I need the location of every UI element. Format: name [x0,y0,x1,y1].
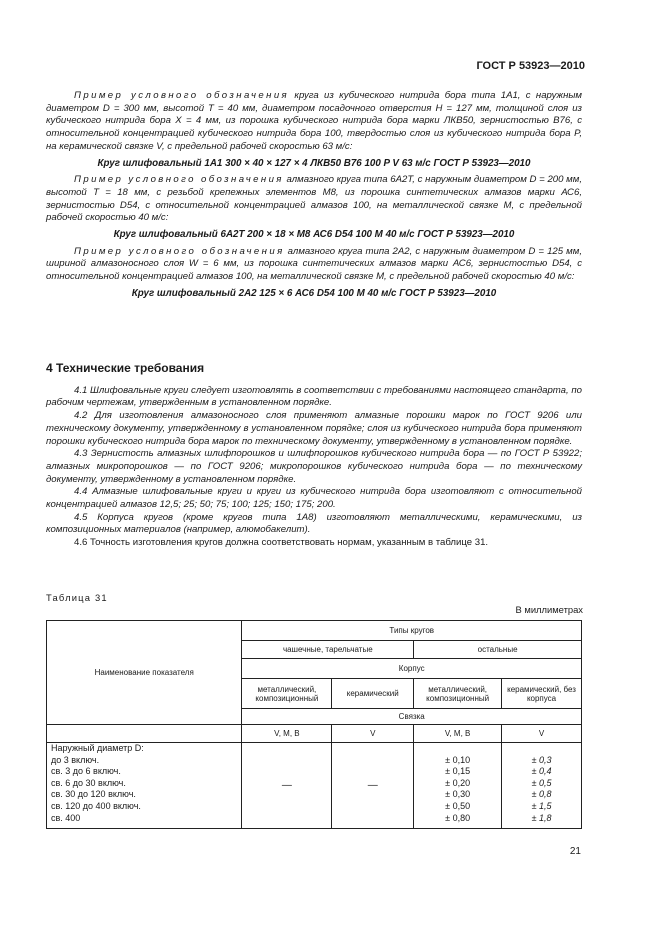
section-paragraph: 4.6 Точность изготовления кругов должна соответствовать нормам, указанным в таблице 31. [74,537,489,549]
section-paragraph: 4.5 Корпуса кругов (кроме кругов типа 1А8) изготовляют металлическими, керамическими, из композиционных материалов (например, алюмобакелит). [46,511,582,536]
example-designation: Круг шлифовальный 1А1 300 × 40 × 127 × 4 ЛКВ50 B76 100 P V 63 м/с ГОСТ Р 53923—2010 [97,157,531,169]
section-paragraph: 4.3 Зернистость алмазных шлифпорошков и шлифпорошков кубического нитрида бора — по ГОСТ Р 53922; алмазных микропорошков — по ГОСТ 9206; микропорошков кубического нитрида бора — по техническому документу, утвержденному в установленном порядке. [46,448,582,485]
bond-col: V [502,725,582,743]
group-a-header: чашечные, тарельчатые [242,641,414,659]
section-4 [46,362,582,550]
bond-col: V [332,725,414,743]
group-b-header: остальные [414,641,582,659]
bond-col: V, M, B [414,725,502,743]
examples-block [46,90,582,305]
table-cell: — [332,743,414,829]
table-unit: В миллиметрах [515,604,583,615]
table-caption: Таблица 31 [46,592,108,603]
param-header: Наименование показателя [47,621,242,725]
page-number: 21 [569,846,581,857]
table-cell: ± 0,10 ± 0,15 ± 0,20 ± 0,30 ± 0,50 ± 0,80 [414,743,502,829]
body-col: металлический, композиционный [242,679,332,709]
body-col: керамический [332,679,414,709]
table-cell: ± 0,3 ± 0,4 ± 0,5 ± 0,8 ± 1,5 ± 1,8 [502,743,582,829]
section-paragraph: 4.2 Для изготовления алмазоносного слоя применяют алмазные порошки марок по ГОСТ 9206 или техническому документу, утвержденному в установленном порядке; слоя из кубического нитрида бора применяют порошки кубического нитрида бора марок по техническому документу, утвержденному в установленном порядке. [46,410,582,447]
example-paragraph: Пример условного обозначения алмазного круга типа 2А2, с наружным диаметром D = 125 мм, шириной алмазоносного слоя W = 6 мм, из порошка синтетических алмазов марки АС6, зернистостью D54, с относительной концентрацией алмазов 100, на металлической связке М, с предельной рабочей скоростью 40 м/с: [46,245,582,283]
example-paragraph: Пример условного обозначения алмазного круга типа 6А2T, с наружным диаметром D = 200 мм, высотой T = 18 мм, с резьбой крепежных элементов М8, из порошка синтетических алмазов марки АС6, зернистостью D54, с относительной концентрацией алмазов 100, на металлической связке М, с предельной рабочей скоростью 40 м/с: [46,174,582,224]
section-title: 4 Технические требования [46,361,205,375]
example-paragraph: Пример условного обозначения круга из кубического нитрида бора типа 1А1, с наружным диаметром D = 300 мм, высотой T = 40 мм, диаметром посадочного отверстия H = 127 мм, толщиной слоя из кубического нитрида бора X = 4 мм, из порошка кубического нитрида бора марки ЛКВ50, зернистостью B76, с относительной концентрацией кубического нитрида бора 100, твердостью слоя из кубического нитрида бора P, на керамической связке V, с предельной рабочей скоростью 63 м/с: [46,90,582,152]
example-designation: Круг шлифовальный 2А2 125 × 6 АС6 D54 100 М 40 м/с ГОСТ Р 53923—2010 [131,287,497,299]
section-paragraph: 4.1 Шлифовальные круги следует изготовлять в соответствии с требованиями настоящего стандарта, по рабочим чертежам, утвержденным в установленном порядке. [46,384,582,409]
doc-header-code: ГОСТ Р 53923—2010 [476,60,585,72]
types-header: Типы кругов [242,621,582,641]
table-cell: — [242,743,332,829]
body-header: Корпус [242,659,582,679]
table-31 [46,620,582,829]
bond-header: Связка [242,709,582,725]
example-designation: Круг шлифовальный 6А2Т 200 × 18 × М8 АС6 D54 100 М 40 м/с ГОСТ Р 53923—2010 [113,229,515,241]
body-col: металлический, композиционный [414,679,502,709]
bond-spacer [47,725,242,743]
section-paragraph: 4.4 Алмазные шлифовальные круги и круги из кубического нитрида бора изготовляют с относительной концентрацией алмазов 12,5; 25; 50; 75; 100; 125; 150; 175; 200. [46,486,582,511]
body-col: керамический, без корпуса [502,679,582,709]
bond-col: V, M, B [242,725,332,743]
row-label: Наружный диаметр D: до 3 включ. св. 3 до 6 включ. св. 6 до 30 включ. св. 30 до 120 включ. св. 120 до 400 включ. св. 400 [47,743,242,829]
